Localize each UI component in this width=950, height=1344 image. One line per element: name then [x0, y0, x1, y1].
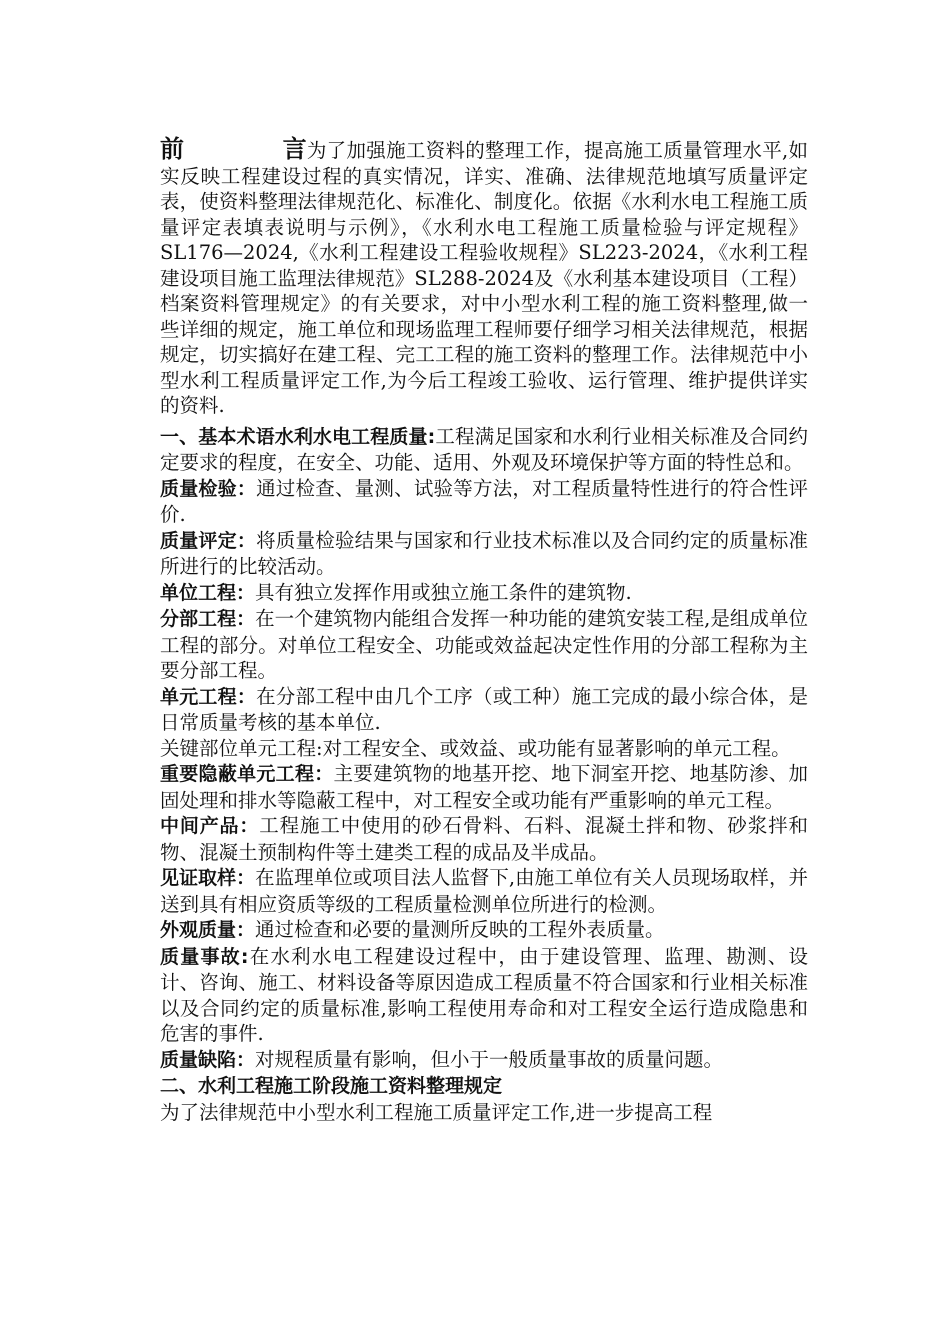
section-2-text: 为了法律规范中小型水利工程施工质量评定工作,进一步提高工程: [160, 1100, 713, 1124]
section-2-paragraph: [160, 1100, 808, 1126]
term-separator: ：: [314, 763, 334, 785]
term-label: 质量缺陷: [160, 1048, 237, 1071]
term-definition: 主要建筑物的地基开挖、地下洞室开挖、地基防渗、加固处理和排水等隐蔽工程中，对工程安全或功能有严重影响的单元工程。: [160, 762, 808, 812]
term-separator: :: [240, 945, 249, 968]
section-2-heading: [160, 1073, 808, 1100]
term-separator: ：: [236, 1048, 256, 1071]
term-definition: 在监理单位或项目法人监督下,由施工单位有关人员现场取样，并送到具有相应资质等级的工程质量检测单位所进行的检测。: [160, 866, 808, 916]
preface-heading-char-1: 前: [160, 135, 185, 163]
term-paragraph: [160, 424, 808, 476]
term-separator: ：: [239, 815, 260, 837]
term-label: 中间产品: [160, 815, 240, 837]
term-paragraph: [160, 917, 808, 944]
preface-paragraph: [160, 137, 808, 419]
term-paragraph: [160, 865, 808, 917]
term-label: 单位工程: [160, 581, 237, 604]
term-paragraph: [160, 1047, 808, 1074]
term-definition: 将质量检验结果与国家和行业技术标准以及合同约定的质量标准所进行的比较活动。: [160, 528, 808, 578]
term-definition-plain: 关键部位单元工程:对工程安全、或效益、或功能有显著影响的单元工程。: [160, 736, 791, 760]
term-definition: 具有独立发挥作用或独立施工条件的建筑物.: [255, 580, 632, 604]
term-separator: ：: [236, 581, 256, 604]
term-label: 重要隐蔽单元工程: [160, 763, 315, 785]
term-label: 质量事故: [160, 945, 241, 968]
term-definition: 在水利水电工程建设过程中，由于建设管理、监理、勘测、设计、咨询、施工、材料设备等原因造成工程质量不符合国家和行业相关标准以及合同约定的质量标准,影响工程使用寿命和对工程安全运行造成隐患和危害的事件.: [160, 944, 808, 1045]
term-separator: :: [427, 425, 436, 448]
term-separator: ：: [236, 867, 256, 889]
term-definition: 工程满足国家和水利行业相关标准及合同约定要求的程度，在安全、功能、适用、外观及环境保护等方面的特性总和。: [160, 424, 808, 474]
term-paragraph: [160, 528, 808, 580]
term-paragraph: [160, 476, 808, 528]
term-definition: 通过检查和必要的量测所反映的工程外表质量。: [255, 918, 665, 941]
term-paragraph: [160, 944, 808, 1047]
term-label: 质量检验: [160, 477, 237, 500]
section-heading: 二、水利工程施工阶段施工资料整理规定: [160, 1075, 503, 1097]
term-separator: ：: [236, 529, 257, 552]
term-label: 一、基本术语水利水电工程质量: [160, 425, 428, 448]
term-paragraph: [160, 761, 808, 813]
term-label: 见证取样: [160, 867, 237, 889]
term-definition: 通过检查、量测、试验等方法，对工程质量特性进行的符合性评价.: [160, 476, 808, 526]
term-definition: 在一个建筑物内能组合发挥一种功能的建筑安装工程,是组成单位工程的部分。对单位工程安全、功能或效益起决定性作用的分部工程称为主要分部工程。: [160, 607, 808, 682]
term-paragraph: [160, 606, 808, 684]
term-paragraph: [160, 580, 808, 607]
term-label: 分部工程: [160, 608, 237, 630]
term-separator: ：: [236, 477, 257, 500]
term-label: 外观质量: [160, 919, 237, 941]
term-separator: ：: [236, 685, 257, 708]
term-paragraph: [160, 684, 808, 736]
term-definition: 在分部工程中由几个工序（或工种）施工完成的最小综合体，是日常质量考核的基本单位.: [160, 684, 808, 734]
preface-text: 为了加强施工资料的整理工作，提高施工质量管理水平,如实反映工程建设过程的真实情况，详实、准确、法律规范地填写质量评定表，使资料整理法律规范化、标准化、制度化。依据《水利水电工程施工质量评定表填表说明与示例》，《水利水电工程施工质量检验与评定规程》SL176—2024,《水利工程建设工程验收规程》SL223-2024，《水利工程建设项目施工监理法律规范》SL288-2024及《水利基本建设项目（工程）档案资料管理规定》的有关要求，对中小型水利工程的施工资料整理,做一些详细的规定，施工单位和现场监理工程师要仔细学习相关法律规范，根据规定，切实搞好在建工程、完工工程的施工资料的整理工作。法律规范中小型水利工程质量评定工作,为今后工程竣工验收、运行管理、维护提供详实的资料.: [160, 139, 808, 417]
term-label: 质量评定: [160, 529, 237, 552]
preface-heading-char-2: 言: [282, 135, 307, 163]
term-label: 单元工程: [160, 685, 237, 708]
term-separator: ：: [236, 608, 256, 630]
term-definition: 对规程质量有影响，但小于一般质量事故的质量问题。: [255, 1047, 724, 1071]
term-separator: ：: [236, 919, 256, 941]
document-page: [160, 137, 808, 1125]
term-paragraph: [160, 736, 808, 762]
term-definition: 工程施工中使用的砂石骨料、石料、混凝土拌和物、砂浆拌和物、混凝土预制构件等土建类工程的成品及半成品。: [160, 814, 808, 864]
term-paragraph: [160, 813, 808, 865]
